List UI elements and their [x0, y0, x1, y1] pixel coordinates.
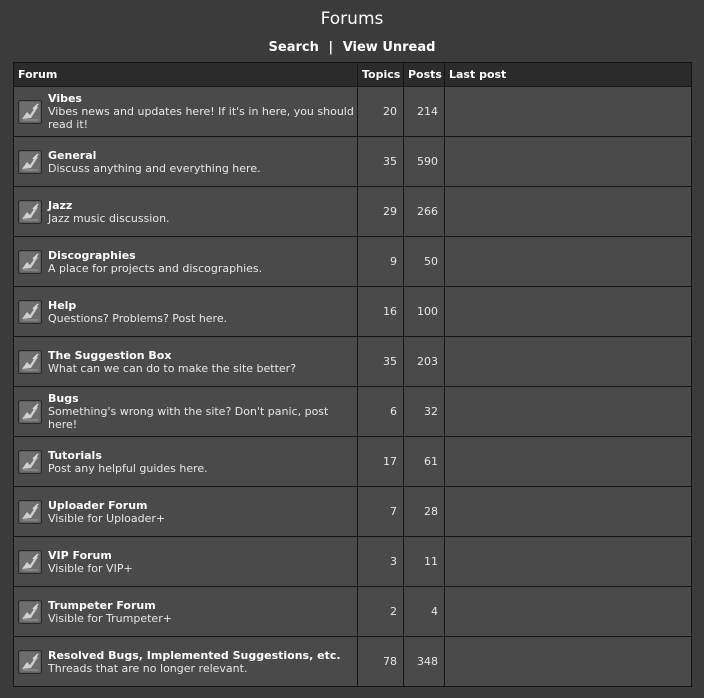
posts-count: 32	[404, 387, 445, 437]
last-post-cell	[445, 137, 692, 187]
forum-read-icon	[18, 250, 42, 274]
last-post-cell	[445, 587, 692, 637]
topics-count: 2	[358, 587, 404, 637]
header-forum: Forum	[14, 63, 358, 87]
forum-cell	[14, 87, 358, 137]
forum-name-link[interactable]: Trumpeter Forum	[48, 598, 156, 612]
forum-name-link[interactable]: Resolved Bugs, Implemented Suggestions, etc.	[48, 648, 341, 662]
forum-read-icon	[18, 500, 42, 524]
table-row	[14, 587, 692, 637]
topics-count: 20	[358, 87, 404, 137]
forum-name-link[interactable]: Bugs	[48, 392, 79, 405]
forum-cell	[14, 437, 358, 487]
topics-count: 3	[358, 537, 404, 587]
forum-description: Post any helpful guides here.	[48, 461, 208, 475]
forum-table	[13, 62, 692, 687]
forum-description: Discuss anything and everything here.	[48, 161, 261, 175]
forum-read-icon	[18, 100, 42, 124]
last-post-cell	[445, 437, 692, 487]
forum-description: Visible for Uploader+	[48, 511, 166, 525]
table-header-row	[14, 63, 692, 87]
forum-read-icon	[18, 650, 42, 674]
topics-count: 7	[358, 487, 404, 537]
posts-count: 214	[404, 87, 445, 137]
view-unread-link[interactable]: View Unread	[342, 40, 436, 55]
topics-count: 6	[358, 387, 404, 437]
forum-name-link[interactable]: Vibes	[48, 92, 82, 105]
forum-name-link[interactable]: Help	[48, 298, 77, 312]
table-row	[14, 237, 692, 287]
search-link[interactable]: Search	[268, 40, 319, 55]
topics-count: 35	[358, 337, 404, 387]
header-posts: Posts	[404, 63, 445, 87]
table-row	[14, 287, 692, 337]
posts-count: 4	[404, 587, 445, 637]
topics-count: 16	[358, 287, 404, 337]
forum-description: Threads that are no longer relevant.	[48, 661, 248, 675]
forum-name-link[interactable]: Jazz	[48, 198, 73, 212]
forum-description: Visible for Trumpeter+	[48, 611, 172, 625]
table-row	[14, 137, 692, 187]
forum-name-link[interactable]: The Suggestion Box	[48, 348, 172, 362]
forum-read-icon	[18, 450, 42, 474]
posts-count: 590	[404, 137, 445, 187]
table-row	[14, 637, 692, 687]
forum-cell	[14, 337, 358, 387]
last-post-cell	[445, 187, 692, 237]
forum-cell	[14, 587, 358, 637]
forum-cell	[14, 137, 358, 187]
nav-separator: |	[328, 40, 334, 55]
posts-count: 100	[404, 287, 445, 337]
last-post-cell	[445, 237, 692, 287]
posts-count: 61	[404, 437, 445, 487]
forum-description: Jazz music discussion.	[48, 211, 170, 225]
forum-read-icon	[18, 200, 42, 224]
forum-nav	[0, 40, 704, 55]
forum-read-icon	[18, 400, 42, 424]
forum-name-link[interactable]: Tutorials	[48, 448, 102, 462]
last-post-cell	[445, 637, 692, 687]
posts-count: 50	[404, 237, 445, 287]
forum-read-icon	[18, 150, 42, 174]
forum-description: A place for projects and discographies.	[48, 261, 263, 275]
last-post-cell	[445, 287, 692, 337]
forum-cell	[14, 287, 358, 337]
forum-description: Something's wrong with the site? Don't panic, post here!	[48, 405, 329, 431]
posts-count: 28	[404, 487, 445, 537]
topics-count: 35	[358, 137, 404, 187]
topics-count: 29	[358, 187, 404, 237]
page-title: Forums	[320, 9, 384, 29]
table-row	[14, 437, 692, 487]
forum-description: Vibes news and updates here! If it's in here, you should read it!	[48, 105, 354, 131]
table-row	[14, 337, 692, 387]
topics-count: 17	[358, 437, 404, 487]
forum-description: Visible for VIP+	[48, 561, 133, 575]
forum-cell	[14, 187, 358, 237]
last-post-cell	[445, 387, 692, 437]
table-row	[14, 487, 692, 537]
last-post-cell	[445, 337, 692, 387]
forum-rows	[14, 87, 692, 687]
header-last-post: Last post	[445, 63, 692, 87]
forum-cell	[14, 637, 358, 687]
table-row	[14, 387, 692, 437]
header-topics: Topics	[358, 63, 404, 87]
forum-read-icon	[18, 300, 42, 324]
forum-description: What can we can do to make the site better?	[48, 361, 297, 375]
forum-name-link[interactable]: Discographies	[48, 248, 136, 262]
forum-name-link[interactable]: General	[48, 148, 97, 162]
forum-read-icon	[18, 350, 42, 374]
forum-read-icon	[18, 550, 42, 574]
forum-cell	[14, 537, 358, 587]
posts-count: 266	[404, 187, 445, 237]
forum-description: Questions? Problems? Post here.	[48, 311, 228, 325]
posts-count: 203	[404, 337, 445, 387]
last-post-cell	[445, 87, 692, 137]
table-row	[14, 537, 692, 587]
last-post-cell	[445, 487, 692, 537]
table-row	[14, 87, 692, 137]
topics-count: 9	[358, 237, 404, 287]
forum-name-link[interactable]: Uploader Forum	[48, 498, 148, 512]
forum-read-icon	[18, 600, 42, 624]
table-row	[14, 187, 692, 237]
last-post-cell	[445, 537, 692, 587]
forum-name-link[interactable]: VIP Forum	[48, 548, 112, 562]
forum-cell	[14, 387, 358, 437]
posts-count: 348	[404, 637, 445, 687]
forum-cell	[14, 487, 358, 537]
topics-count: 78	[358, 637, 404, 687]
posts-count: 11	[404, 537, 445, 587]
forum-cell	[14, 237, 358, 287]
